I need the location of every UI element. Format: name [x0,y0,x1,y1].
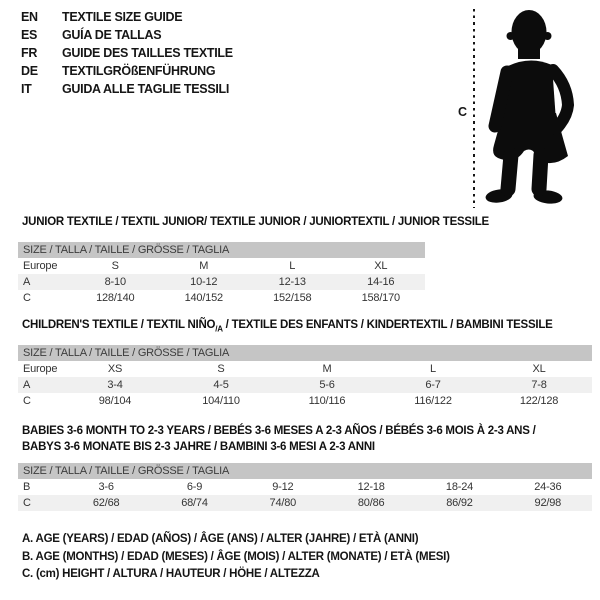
table-row [18,479,592,495]
children-table-title-text-cont: / TEXTILE DES ENFANTS / KINDERTEXTIL / BAMBINI TESSILE [222,319,553,331]
language-label: GUIDE DES TAILLES TEXTILE [62,46,233,60]
size-header-bar [18,242,425,258]
language-list [21,8,233,98]
value-cell: 14-16 [367,276,395,288]
value-cell: S [217,363,225,375]
value-cell: 12-18 [357,481,385,493]
language-label: TEXTILGRÖßENFÜHRUNG [62,64,216,78]
table-row [18,495,592,511]
size-header-bar [18,345,592,361]
table-row [18,361,592,377]
children-table-title-text: CHILDREN'S TEXTILE / TEXTIL NIÑO [22,319,216,331]
table-row [18,393,592,409]
babies-table-title [22,424,536,455]
value-cell: XL [374,260,388,272]
value-cell: 10-12 [190,276,218,288]
value-cell: 18-24 [445,481,474,493]
language-row [21,8,233,26]
language-row [21,26,233,44]
value-cell: 158/170 [361,292,400,304]
value-cell: S [111,260,119,272]
table-row [18,274,425,290]
value-cell: 116/122 [414,395,452,407]
value-cell: 9-12 [272,481,294,493]
row-label-cell: C [23,497,31,509]
row-label-cell: A [23,276,31,288]
value-cell: M [322,363,332,375]
language-code: DE [21,64,38,78]
language-label: GUIDA ALLE TAGLIE TESSILI [62,82,230,96]
baby-silhouette-icon [482,5,594,207]
value-cell: 68/74 [181,497,208,509]
language-row [21,62,233,80]
language-code: EN [21,10,38,24]
children-table [18,345,592,409]
legend-line: C. (cm) HEIGHT / ALTURA / HAUTEUR / HÖHE / ALTEZZA [22,568,320,580]
babies-table-title-line1: BABIES 3-6 MONTH TO 2-3 YEARS / BEBÉS 3-6 MESES A 2-3 AÑOS / BÉBÉS 3-6 MOIS À 2-3 ANS / [22,425,536,437]
table-row [18,377,592,393]
value-cell: XL [532,363,546,375]
value-cell: 6-9 [186,481,203,493]
size-header-text: SIZE / TALLA / TAILLE / GRÖSSE / TAGLIA [23,244,230,256]
height-measure-label: C [458,105,468,119]
size-header-text: SIZE / TALLA / TAILLE / GRÖSSE / TAGLIA [23,465,230,477]
height-measure-dashed-line [473,9,475,208]
baby-figure [440,0,600,220]
value-cell: 8-10 [104,276,126,288]
value-cell: 3-4 [107,379,123,391]
value-cell: 62/68 [92,497,120,509]
value-cell: XS [107,363,123,375]
value-cell: L [430,363,436,375]
language-label: GUÍA DE TALLAS [62,28,162,42]
value-cell: 140/152 [184,292,223,304]
table-row [18,258,425,274]
value-cell: 86/92 [446,497,473,509]
legend-line: B. AGE (MONTHS) / EDAD (MESES) / ÂGE (MOIS) / ALTER (MONATE) / ETÀ (MESI) [22,550,450,563]
size-header-text: SIZE / TALLA / TAILLE / GRÖSSE / TAGLIA [23,347,230,359]
children-table-title [22,318,553,337]
value-cell: 98/104 [98,395,132,407]
junior-table-title [22,215,489,231]
value-cell: 74/80 [269,497,297,509]
language-row [21,80,233,98]
junior-table-title-text: JUNIOR TEXTILE / TEXTIL JUNIOR/ TEXTILE JUNIOR / JUNIORTEXTIL / JUNIOR TESSILE [22,216,489,228]
value-cell: 12-13 [278,276,306,288]
row-label-cell: Europe [23,260,58,272]
value-cell: L [289,260,296,272]
value-cell: 104/110 [202,395,240,407]
legend [22,533,450,586]
value-cell: 128/140 [96,292,135,304]
value-cell: M [199,260,209,272]
value-cell: 122/128 [519,395,559,407]
size-header-bar [18,463,592,479]
value-cell: 7-8 [531,379,547,391]
language-row [21,44,233,62]
row-label-cell: C [23,395,31,407]
value-cell: 4-5 [213,379,229,391]
value-cell: 92/98 [534,497,562,509]
legend-line: A. AGE (YEARS) / EDAD (AÑOS) / ÂGE (ANS) / ALTER (JAHRE) / ETÀ (ANNI) [22,533,419,545]
babies-table-title-line2: BABYS 3-6 MONATE BIS 2-3 JAHRE / BAMBINI 3-6 MESI A 2-3 ANNI [22,440,375,453]
junior-table [18,242,425,306]
language-code: IT [21,82,32,96]
language-code: FR [21,46,38,60]
row-label-cell: Europe [23,363,58,375]
table-row [18,290,425,306]
value-cell: 3-6 [98,481,114,493]
value-cell: 152/158 [273,292,312,304]
value-cell: 5-6 [319,379,335,391]
value-cell: 24-36 [534,481,562,493]
value-cell: 80/86 [357,497,385,509]
row-label-cell: B [23,481,31,493]
children-table-title-subscript: /A [215,324,223,334]
language-label: TEXTILE SIZE GUIDE [62,10,183,24]
value-cell: 110/116 [308,395,346,407]
language-code: ES [21,28,38,42]
babies-table [18,463,592,511]
row-label-cell: C [23,292,31,304]
value-cell: 6-7 [425,379,441,391]
row-label-cell: A [23,379,31,391]
